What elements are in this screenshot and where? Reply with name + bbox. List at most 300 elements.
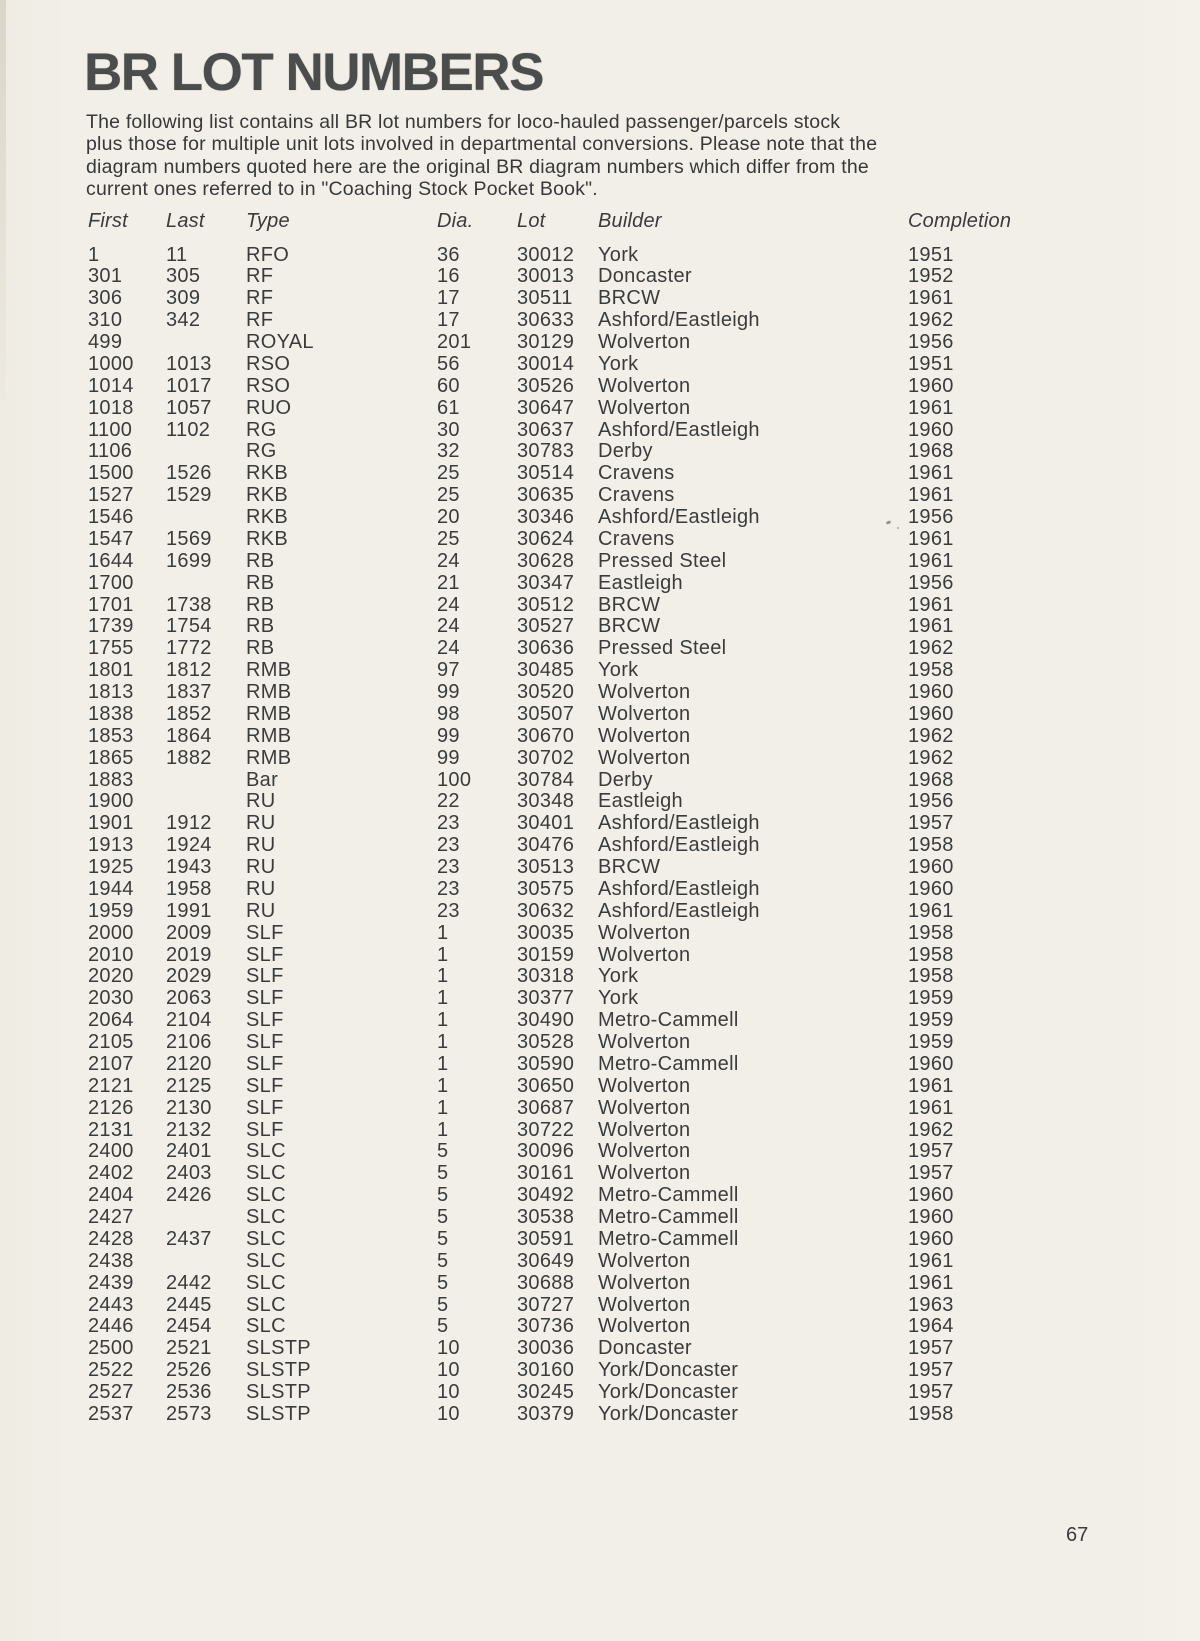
cell-lot: 30129 (517, 331, 575, 353)
cell-lot: 30722 (517, 1118, 575, 1141)
table-row (88, 376, 1112, 398)
cell-builder: York (598, 243, 639, 266)
cell-builder: York (598, 987, 639, 1010)
scan-edge-shade (0, 0, 6, 400)
cell-completion: 1960 (908, 1184, 954, 1207)
cell-completion: 1961 (908, 484, 954, 507)
cell-lot: 30526 (517, 374, 575, 397)
table-row (88, 1076, 1112, 1098)
cell-type: SLC (246, 1162, 286, 1185)
cell-completion: 1951 (908, 352, 954, 375)
cell-first: 1547 (88, 527, 134, 550)
cell-dia: 100 (437, 768, 472, 791)
cell-lot: 30628 (517, 549, 575, 572)
cell-first: 1000 (88, 352, 134, 375)
cell-first: 2527 (88, 1381, 134, 1403)
cell-lot: 30520 (517, 681, 575, 703)
cell-dia: 5 (437, 1271, 449, 1294)
cell-dia: 30 (437, 418, 460, 441)
cell-first: 1527 (88, 484, 134, 507)
cell-lot: 30485 (517, 659, 575, 682)
cell-completion: 1960 (908, 856, 954, 878)
table-row (88, 813, 1112, 835)
cell-type: RF (246, 287, 274, 310)
cell-last: 2120 (166, 1052, 212, 1075)
cell-builder: Wolverton (598, 331, 691, 353)
cell-dia: 21 (437, 571, 460, 594)
cell-lot: 30575 (517, 877, 575, 900)
cell-first: 2500 (88, 1337, 134, 1360)
cell-builder: Cravens (598, 484, 675, 507)
cell-completion: 1961 (908, 593, 954, 616)
table-row (88, 354, 1112, 376)
cell-type: RU (246, 834, 276, 857)
cell-first: 1853 (88, 724, 134, 747)
cell-last: 1991 (166, 899, 212, 922)
cell-last (166, 441, 246, 463)
column-header-first: First (88, 210, 128, 232)
cell-dia: 5 (437, 1293, 449, 1316)
cell-first: 1838 (88, 702, 134, 725)
table-row (88, 1120, 1112, 1142)
cell-type: RKB (246, 527, 289, 550)
cell-completion: 1961 (908, 462, 954, 485)
table-row (88, 245, 1112, 267)
cell-type: RB (246, 549, 275, 572)
cell-completion: 1956 (908, 331, 954, 353)
cell-completion: 1958 (908, 1402, 954, 1425)
cell-completion: 1962 (908, 1118, 954, 1141)
cell-type: RU (246, 790, 276, 813)
table-row (88, 288, 1112, 310)
cell-completion: 1958 (908, 834, 954, 857)
cell-completion: 1962 (908, 637, 954, 660)
cell-lot: 30013 (517, 265, 575, 288)
cell-dia: 17 (437, 287, 460, 310)
cell-completion: 1961 (908, 1074, 954, 1097)
cell-lot: 30649 (517, 1249, 575, 1272)
cell-completion: 1952 (908, 265, 954, 288)
cell-lot: 30245 (517, 1381, 575, 1403)
cell-completion: 1956 (908, 506, 954, 528)
cell-builder: Wolverton (598, 746, 691, 769)
cell-completion: 1960 (908, 1206, 954, 1228)
cell-type: RU (246, 856, 276, 878)
table-row (88, 551, 1112, 573)
cell-completion: 1958 (908, 965, 954, 988)
cell-dia: 23 (437, 856, 460, 878)
cell-type: SLC (246, 1271, 286, 1294)
cell-first: 2400 (88, 1140, 134, 1163)
cell-first: 301 (88, 265, 123, 288)
table-row (88, 1054, 1112, 1076)
cell-lot: 30632 (517, 899, 575, 922)
lot-table (88, 245, 1112, 1426)
cell-first: 2446 (88, 1315, 134, 1338)
cell-dia: 1 (437, 1009, 449, 1032)
cell-type: RUO (246, 396, 292, 419)
cell-type: SLC (246, 1184, 286, 1207)
cell-lot: 30687 (517, 1096, 575, 1119)
cell-type: SLF (246, 965, 284, 988)
cell-type: RB (246, 593, 275, 616)
table-row (88, 1163, 1112, 1185)
cell-dia: 5 (437, 1249, 449, 1272)
cell-first: 2000 (88, 921, 134, 944)
cell-last: 1943 (166, 856, 212, 878)
cell-completion: 1961 (908, 1096, 954, 1119)
cell-completion: 1959 (908, 987, 954, 1010)
cell-dia: 25 (437, 527, 460, 550)
table-row (88, 966, 1112, 988)
table-row (88, 748, 1112, 770)
cell-lot: 30783 (517, 440, 575, 463)
cell-type: SLC (246, 1293, 286, 1316)
cell-dia: 56 (437, 352, 460, 375)
cell-completion: 1960 (908, 1052, 954, 1075)
table-row (88, 835, 1112, 857)
cell-builder: Wolverton (598, 1096, 691, 1119)
table-row (88, 332, 1112, 354)
cell-builder: Pressed Steel (598, 637, 727, 660)
cell-dia: 5 (437, 1227, 449, 1250)
table-row (88, 485, 1112, 507)
cell-last: 2130 (166, 1096, 212, 1119)
cell-last: 1699 (166, 549, 212, 572)
cell-completion: 1960 (908, 374, 954, 397)
cell-first: 2131 (88, 1118, 134, 1141)
cell-completion: 1960 (908, 1227, 954, 1250)
cell-completion: 1961 (908, 899, 954, 922)
cell-type: SLSTP (246, 1402, 311, 1425)
table-row (88, 1010, 1112, 1032)
cell-lot: 30318 (517, 965, 575, 988)
cell-lot: 30637 (517, 418, 575, 441)
cell-type: RMB (246, 724, 292, 747)
cell-type: SLC (246, 1140, 286, 1163)
cell-first: 2404 (88, 1184, 134, 1207)
cell-lot: 30727 (517, 1293, 575, 1316)
table-row (88, 857, 1112, 879)
cell-builder: Ashford/Eastleigh (598, 877, 760, 900)
cell-dia: 24 (437, 549, 460, 572)
cell-last: 1569 (166, 527, 212, 550)
cell-completion: 1961 (908, 615, 954, 638)
intro-line: current ones referred to in "Coaching Stock Pocket Book". (86, 178, 598, 201)
table-row (88, 310, 1112, 332)
cell-dia: 23 (437, 812, 460, 835)
cell-completion: 1956 (908, 571, 954, 594)
cell-dia: 17 (437, 309, 460, 332)
cell-type: SLF (246, 1031, 284, 1053)
cell-last: 2009 (166, 921, 212, 944)
cell-dia: 23 (437, 899, 460, 922)
cell-lot: 30036 (517, 1337, 575, 1360)
cell-builder: BRCW (598, 287, 661, 310)
cell-dia: 1 (437, 921, 449, 944)
table-row (88, 1295, 1112, 1317)
cell-lot: 30590 (517, 1052, 575, 1075)
cell-last: 1057 (166, 396, 212, 419)
cell-dia: 201 (437, 331, 472, 353)
cell-dia: 25 (437, 484, 460, 507)
table-row (88, 1360, 1112, 1382)
cell-lot: 30538 (517, 1206, 575, 1228)
table-row (88, 1251, 1112, 1273)
cell-last: 1102 (166, 418, 211, 441)
cell-lot: 30784 (517, 768, 575, 791)
cell-dia: 23 (437, 834, 460, 857)
cell-builder: Ashford/Eastleigh (598, 899, 760, 922)
table-row (88, 704, 1112, 726)
cell-builder: Ashford/Eastleigh (598, 418, 760, 441)
cell-builder: Wolverton (598, 921, 691, 944)
cell-builder: Wolverton (598, 724, 691, 747)
cell-lot: 30377 (517, 987, 575, 1010)
cell-first: 1901 (88, 812, 134, 835)
cell-type: RMB (246, 702, 292, 725)
intro-line: diagram numbers quoted here are the original BR diagram numbers which differ from the (86, 155, 869, 178)
cell-type: SLC (246, 1249, 286, 1272)
cell-completion: 1957 (908, 1162, 954, 1185)
cell-dia: 25 (437, 462, 460, 485)
cell-first: 2427 (88, 1206, 134, 1228)
cell-builder: York (598, 965, 639, 988)
table-row (88, 682, 1112, 704)
cell-lot: 30635 (517, 484, 575, 507)
cell-builder: Derby (598, 440, 653, 463)
cell-lot: 30624 (517, 527, 575, 550)
cell-builder: Wolverton (598, 1315, 691, 1338)
cell-dia: 1 (437, 1118, 449, 1141)
cell-dia: 99 (437, 681, 460, 703)
cell-last: 2106 (166, 1031, 212, 1053)
cell-last: 2403 (166, 1162, 212, 1185)
cell-type: RMB (246, 659, 292, 682)
cell-dia: 1 (437, 1052, 449, 1075)
cell-builder: Metro-Cammell (598, 1227, 739, 1250)
cell-builder: Ashford/Eastleigh (598, 812, 760, 835)
cell-type: SLF (246, 921, 284, 944)
table-row (88, 463, 1112, 485)
table-row (88, 923, 1112, 945)
cell-type: SLC (246, 1315, 286, 1338)
table-row (88, 1032, 1112, 1054)
cell-type: SLC (246, 1227, 286, 1250)
cell-first: 1 (88, 243, 100, 266)
cell-last: 1772 (166, 637, 212, 660)
cell-builder: BRCW (598, 856, 661, 878)
cell-type: ROYAL (246, 331, 314, 353)
cell-lot: 30012 (517, 243, 575, 266)
cell-builder: York/Doncaster (598, 1402, 739, 1425)
cell-builder: Wolverton (598, 702, 691, 725)
cell-lot: 30511 (517, 287, 573, 310)
table-row (88, 420, 1112, 442)
cell-last: 2526 (166, 1359, 212, 1382)
cell-lot: 30636 (517, 637, 575, 660)
intro-paragraph (86, 111, 1066, 201)
cell-dia: 22 (437, 790, 460, 813)
cell-last: 305 (166, 265, 201, 288)
cell-completion: 1961 (908, 287, 954, 310)
cell-first: 1959 (88, 899, 134, 922)
cell-completion: 1961 (908, 1249, 954, 1272)
cell-lot: 30633 (517, 309, 575, 332)
cell-first: 1014 (88, 374, 134, 397)
cell-last: 2029 (166, 965, 212, 988)
cell-completion: 1958 (908, 659, 954, 682)
cell-lot: 30348 (517, 790, 575, 813)
cell-completion: 1961 (908, 527, 954, 550)
table-row (88, 441, 1112, 463)
cell-dia: 61 (437, 396, 460, 419)
cell-last (166, 1251, 246, 1273)
cell-dia: 98 (437, 702, 460, 725)
cell-type: Bar (246, 768, 279, 791)
cell-type: RKB (246, 462, 289, 485)
cell-completion: 1960 (908, 877, 954, 900)
cell-lot: 30379 (517, 1402, 575, 1425)
cell-type: SLSTP (246, 1359, 311, 1382)
cell-builder: Eastleigh (598, 790, 683, 813)
cell-first: 2438 (88, 1249, 134, 1272)
cell-last: 1013 (166, 352, 212, 375)
table-row (88, 1382, 1112, 1404)
cell-completion: 1957 (908, 812, 954, 835)
cell-completion: 1968 (908, 440, 954, 463)
cell-first: 2126 (88, 1096, 134, 1119)
cell-type: SLF (246, 1052, 284, 1075)
cell-dia: 16 (437, 265, 460, 288)
cell-first: 306 (88, 287, 123, 310)
cell-dia: 60 (437, 374, 460, 397)
cell-builder: Wolverton (598, 396, 691, 419)
cell-last: 2063 (166, 987, 212, 1010)
cell-lot: 30161 (517, 1162, 575, 1185)
cell-first: 1700 (88, 571, 134, 594)
cell-builder: York/Doncaster (598, 1359, 739, 1382)
table-header-row (88, 210, 1112, 233)
cell-dia: 1 (437, 1074, 449, 1097)
cell-builder: BRCW (598, 593, 661, 616)
table-row (88, 726, 1112, 748)
cell-lot: 30513 (517, 856, 575, 878)
cell-type: RU (246, 899, 276, 922)
cell-first: 1546 (88, 506, 134, 528)
cell-dia: 5 (437, 1140, 449, 1163)
cell-type: RF (246, 265, 274, 288)
cell-type: SLF (246, 987, 284, 1010)
cell-completion: 1962 (908, 309, 954, 332)
cell-lot: 30035 (517, 921, 575, 944)
cell-last: 1529 (166, 484, 212, 507)
cell-lot: 30159 (517, 943, 575, 966)
table-row (88, 1229, 1112, 1251)
cell-completion: 1956 (908, 790, 954, 813)
cell-type: RU (246, 877, 276, 900)
cell-lot: 30476 (517, 834, 575, 857)
table-row (88, 398, 1112, 420)
cell-dia: 1 (437, 1031, 449, 1053)
table-row (88, 791, 1112, 813)
cell-last: 1852 (166, 702, 212, 725)
cell-builder: Metro-Cammell (598, 1009, 739, 1032)
cell-builder: Cravens (598, 527, 675, 550)
cell-builder: Metro-Cammell (598, 1184, 739, 1207)
cell-last: 2132 (166, 1118, 212, 1141)
cell-builder: Wolverton (598, 1162, 691, 1185)
cell-lot: 30347 (517, 571, 575, 594)
cell-dia: 24 (437, 593, 460, 616)
cell-first: 1500 (88, 462, 134, 485)
cell-last: 342 (166, 309, 201, 332)
cell-completion: 1961 (908, 396, 954, 419)
cell-completion: 1957 (908, 1359, 954, 1382)
cell-type: RMB (246, 681, 292, 703)
table-row (88, 507, 1112, 529)
cell-first: 1701 (88, 593, 134, 616)
cell-last: 1812 (166, 659, 212, 682)
cell-first: 2010 (88, 943, 134, 966)
cell-last: 2521 (166, 1337, 212, 1360)
cell-first: 2030 (88, 987, 134, 1010)
cell-lot: 30527 (517, 615, 575, 638)
cell-builder: Wolverton (598, 1140, 691, 1163)
cell-last: 309 (166, 287, 201, 310)
cell-completion: 1959 (908, 1009, 954, 1032)
cell-first: 1106 (88, 440, 133, 463)
cell-type: SLF (246, 1096, 284, 1119)
cell-type: RFO (246, 243, 290, 266)
cell-type: SLF (246, 1118, 284, 1141)
cell-completion: 1958 (908, 943, 954, 966)
cell-lot: 30736 (517, 1315, 575, 1338)
cell-completion: 1958 (908, 921, 954, 944)
cell-lot: 30160 (517, 1359, 575, 1382)
cell-completion: 1963 (908, 1293, 954, 1316)
cell-type: RSO (246, 352, 291, 375)
cell-type: SLC (246, 1206, 286, 1228)
cell-completion: 1962 (908, 746, 954, 769)
cell-dia: 36 (437, 243, 460, 266)
cell-lot: 30591 (517, 1227, 575, 1250)
cell-first: 2522 (88, 1359, 134, 1382)
table-row (88, 901, 1112, 923)
column-header-last: Last (166, 210, 205, 232)
cell-lot: 30647 (517, 396, 575, 419)
column-header-type: Type (246, 210, 290, 232)
cell-last: 2454 (166, 1315, 212, 1338)
cell-last (166, 332, 246, 354)
cell-last: 1526 (166, 462, 212, 485)
cell-type: RKB (246, 506, 289, 528)
cell-first: 1739 (88, 615, 134, 638)
cell-last: 2125 (166, 1074, 212, 1097)
table-row (88, 945, 1112, 967)
table-row (88, 1404, 1112, 1426)
cell-type: RSO (246, 374, 291, 397)
cell-builder: Ashford/Eastleigh (598, 506, 760, 528)
table-row (88, 638, 1112, 660)
cell-dia: 5 (437, 1162, 449, 1185)
column-header-dia: Dia. (437, 210, 474, 232)
cell-completion: 1961 (908, 1271, 954, 1294)
column-header-completion: Completion (908, 210, 1012, 232)
cell-first: 1018 (88, 396, 134, 419)
cell-type: SLSTP (246, 1381, 311, 1403)
table-row (88, 1185, 1112, 1207)
